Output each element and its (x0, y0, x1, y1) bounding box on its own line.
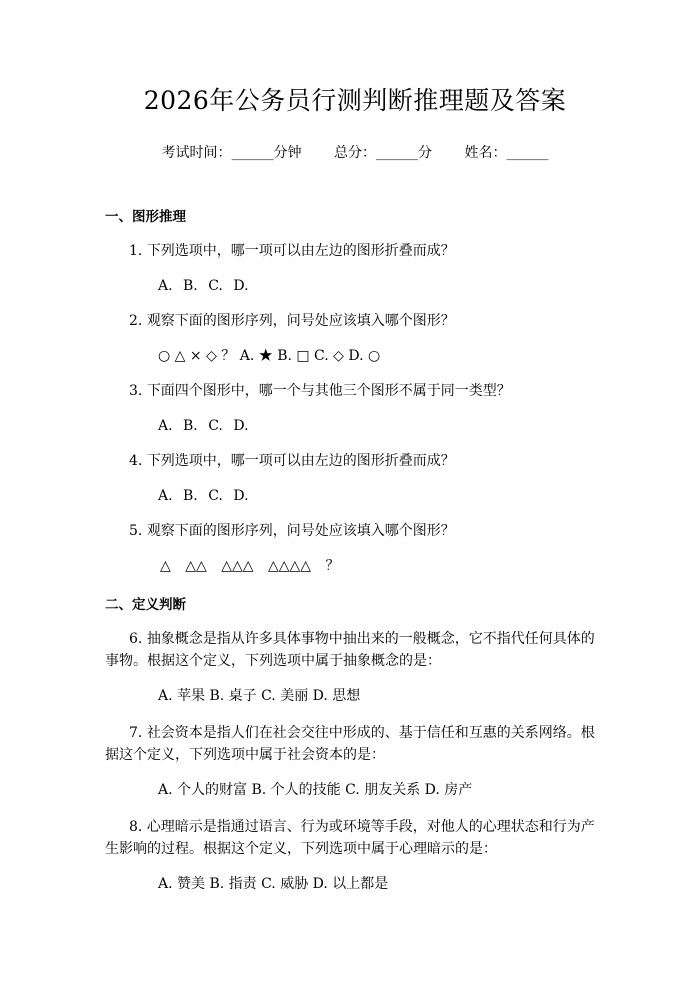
option-c: C. (208, 418, 223, 434)
sequence-item: △ (160, 558, 171, 574)
exam-time-field: 考试时间：______分钟 (161, 145, 302, 161)
question-8 (105, 816, 605, 860)
question-4 (105, 450, 605, 472)
question-7 (105, 722, 605, 766)
document-title: 2026年公务员行测判断推理题及答案 (143, 86, 567, 115)
question-number: 2. (129, 313, 143, 329)
question-3-options (105, 416, 605, 436)
question-number: 3. (129, 383, 143, 399)
question-2-options (105, 346, 605, 366)
question-4-options (105, 486, 605, 506)
option-d: D. (233, 278, 249, 294)
option-c: C. (208, 488, 223, 504)
options-line: A. 赞美 B. 指责 C. 威胁 D. 以上都是 (158, 876, 389, 892)
question-6-options (105, 686, 605, 706)
option-a: A. (158, 278, 173, 294)
question-text: 社会资本是指人们在社会交往中形成的、基于信任和互惠的关系网络。根据这个定义，下列选项中属于社会资本的是： (105, 725, 595, 763)
question-1 (105, 240, 605, 262)
sequence-question-mark: ？ (325, 558, 340, 574)
total-score-field: 总分：______分 (334, 145, 432, 161)
question-1-options (105, 276, 605, 296)
triangle-sequence (105, 556, 605, 576)
section-title-figure-reasoning: 一、图形推理 (105, 209, 186, 225)
option-a: A. (158, 418, 173, 434)
sequence-item: △△△△ (268, 558, 312, 574)
question-text: 下列选项中，哪一项可以由左边的图形折叠而成？ (146, 243, 455, 259)
question-number: 4. (129, 453, 143, 469)
option-b: B. (183, 418, 198, 434)
option-c: C. (208, 278, 223, 294)
question-2 (105, 310, 605, 332)
question-text: 观察下面的图形序列，问号处应该填入哪个图形？ (146, 313, 455, 329)
exam-page (0, 86, 700, 991)
question-text: 下列选项中，哪一项可以由左边的图形折叠而成？ (146, 453, 455, 469)
question-3 (105, 380, 605, 402)
option-a: A. (158, 488, 173, 504)
option-b: B. (183, 488, 198, 504)
question-number: 6. (129, 631, 143, 647)
question-number: 7. (129, 725, 143, 741)
sequence-item: △△△ (221, 558, 254, 574)
question-6 (105, 628, 605, 672)
figure-sequence-options: ○ △ × ◇ ？ A. ★ B. □ C. ◇ D. ○ (158, 348, 381, 364)
question-5 (105, 520, 605, 542)
question-number: 1. (129, 243, 143, 259)
question-number: 8. (129, 819, 143, 835)
question-7-options (105, 780, 605, 800)
exam-meta (105, 144, 605, 162)
question-text: 抽象概念是指从许多具体事物中抽出来的一般概念，它不指代任何具体的事物。根据这个定义，下列选项中属于抽象概念的是： (105, 631, 595, 669)
name-field: 姓名：______ (464, 145, 549, 161)
question-text: 心理暗示是指通过语言、行为或环境等手段，对他人的心理状态和行为产生影响的过程。根据这个定义，下列选项中属于心理暗示的是： (105, 819, 595, 857)
question-number: 5. (129, 523, 143, 539)
option-b: B. (183, 278, 198, 294)
option-d: D. (233, 488, 249, 504)
options-line: A. 苹果 B. 桌子 C. 美丽 D. 思想 (158, 688, 361, 704)
options-line: A. 个人的财富 B. 个人的技能 C. 朋友关系 D. 房产 (158, 782, 473, 798)
option-d: D. (233, 418, 249, 434)
sequence-item: △△ (185, 558, 207, 574)
question-text: 观察下面的图形序列，问号处应该填入哪个图形？ (146, 523, 455, 539)
section-title-definition-judgment: 二、定义判断 (105, 597, 186, 613)
question-8-options (105, 874, 605, 894)
question-text: 下面四个图形中，哪一个与其他三个图形不属于同一类型？ (146, 383, 511, 399)
